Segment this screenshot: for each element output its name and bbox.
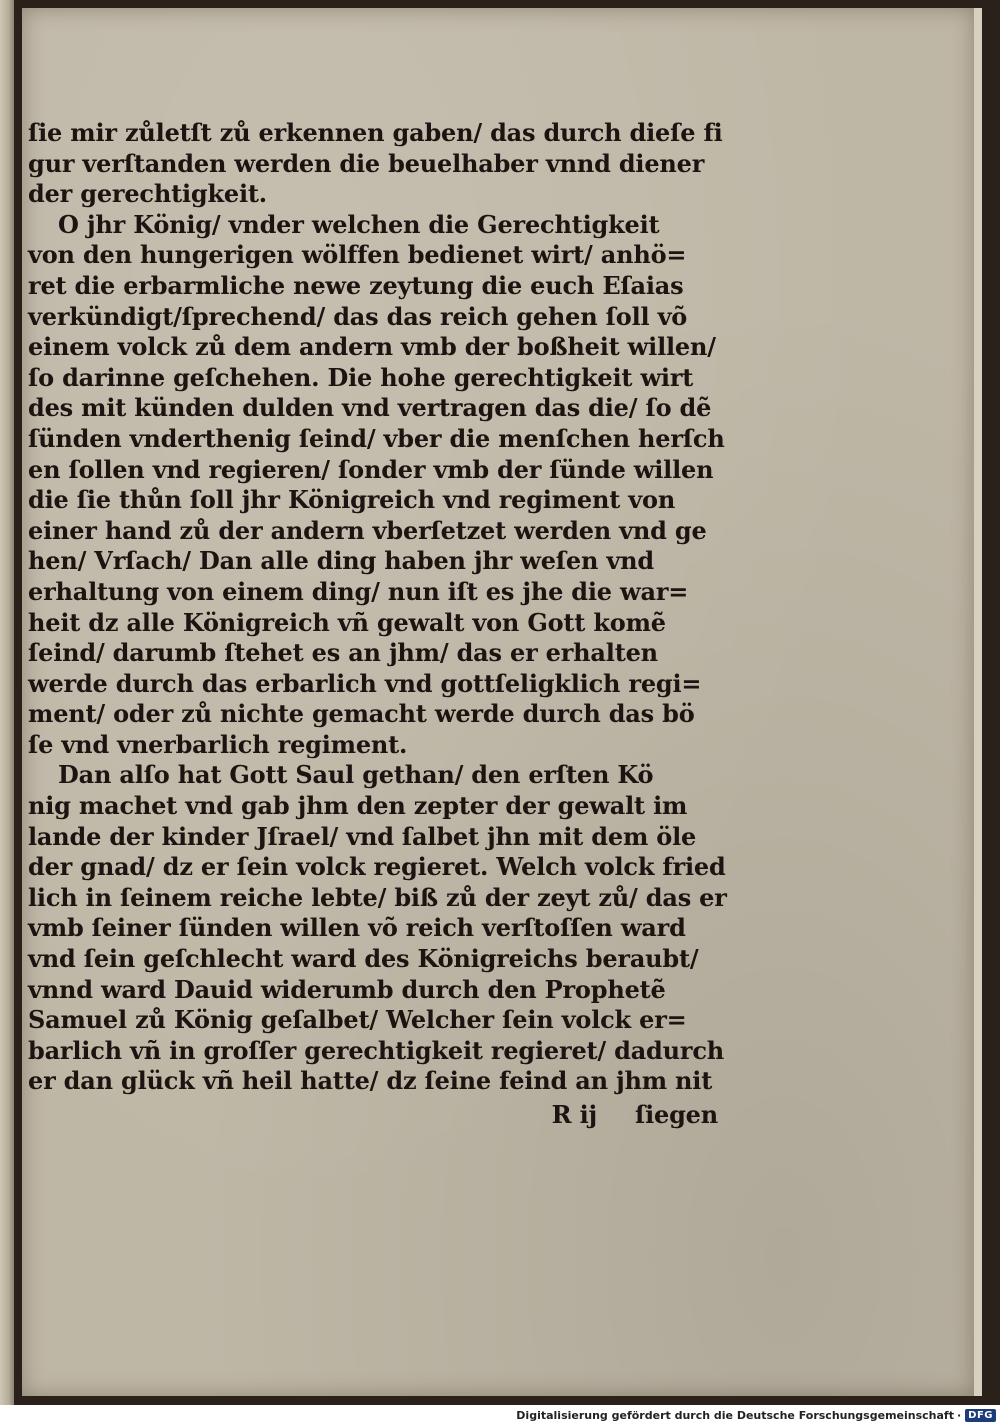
footer-credit-text: Digitalisierung gefördert durch die Deutsche Forschungsgemeinschaft	[516, 1408, 954, 1422]
binding-strip	[0, 0, 14, 1405]
text-line: verkündigt/ſprechend/ das das reich gehen ſoll võ	[28, 301, 688, 331]
text-line: die ſie thůn ſoll jhr Königreich vnd regiment von	[28, 485, 676, 515]
text-line: ſünden vnderthenig ſeind/ vber die menſchen herſch	[28, 423, 725, 453]
footer-separator: ·	[956, 1408, 962, 1422]
text-line: der gerechtigkeit.	[28, 179, 267, 209]
page-edge	[974, 8, 982, 1396]
text-line: ret die erbarmliche newe zeytung die euch Eſaias	[28, 270, 684, 300]
text-line: erhaltung von einem ding/ nun iſt es jhe die war=	[28, 576, 689, 606]
text-line: ſo darinne geſchehen. Die hohe gerechtigkeit wirt	[28, 362, 694, 392]
text-line: von den hungerigen wölffen bedienet wirt/ anhö=	[28, 240, 687, 270]
text-line: nig machet vnd gab jhm den zepter der gewalt im	[28, 791, 688, 821]
page-text	[28, 118, 727, 1133]
text-line: werde durch das erbarlich vnd gottſeligklich regi=	[28, 668, 702, 698]
text-line: lande der kinder Jſrael/ vnd ſalbet jhn mit dem öle	[28, 821, 697, 851]
dfg-logo-icon: DFG	[965, 1409, 996, 1422]
text-line: er dan glück vñ heil hatte/ dz ſeine feind an jhm nit	[28, 1066, 713, 1096]
text-line: einem volck zů dem andern vmb der boßheit willen/	[28, 332, 716, 362]
text-line: ſe vnd vnerbarlich regiment.	[28, 729, 408, 759]
text-line: ſie mir zůletſt zů erkennen gaben/ das durch dieſe fi	[28, 118, 723, 147]
text-line: Dan alſo hat Gott Saul gethan/ den erſten Kö	[58, 760, 654, 790]
text-line: hen/ Vrſach/ Dan alle ding haben jhr weſen vnd	[28, 546, 654, 576]
text-line: heit dz alle Königreich vñ gewalt von Gott komẽ	[28, 607, 666, 637]
text-line: vmb ſeiner ſünden willen võ reich verſtoſſen ward	[28, 913, 686, 943]
text-line: barlich vñ in groſſer gerechtigkeit regieret/ dadurch	[28, 1035, 724, 1065]
text-line: ment/ oder zů nichte gemacht werde durch das bö	[28, 699, 695, 729]
text-line: der gnad/ dz er ſein volck regieret. Welch volck fried	[28, 852, 726, 882]
digitization-footer	[0, 1405, 1000, 1425]
signature-line	[28, 1097, 718, 1133]
text-line: ſeind/ darumb ſtehet es an jhm/ das er erhalten	[28, 638, 658, 668]
catchword: ſiegen	[634, 1100, 718, 1129]
text-line: O jhr König/ vnder welchen die Gerechtigkeit	[58, 209, 660, 239]
text-line: vnd ſein geſchlecht ward des Königreichs beraubt/	[28, 944, 699, 974]
text-line: einer hand zů der andern vberſetzet werden vnd ge	[28, 515, 707, 545]
text-line: vnnd ward Dauid widerumb durch den Prophetẽ	[28, 974, 666, 1004]
text-line: lich in ſeinem reiche lebte/ biß zů der zeyt zů/ das er	[28, 882, 727, 912]
text-line: des mit künden dulden vnd vertragen das die/ ſo dẽ	[28, 393, 712, 423]
text-line: Samuel zů König geſalbet/ Welcher ſein volck er=	[28, 1005, 687, 1035]
signature-mark: R ij	[551, 1100, 597, 1129]
text-line: gur verſtanden werden die beuelhaber vnnd diener	[28, 148, 705, 178]
text-line: en ſollen vnd regieren/ ſonder vmb der ſünde willen	[28, 454, 714, 484]
